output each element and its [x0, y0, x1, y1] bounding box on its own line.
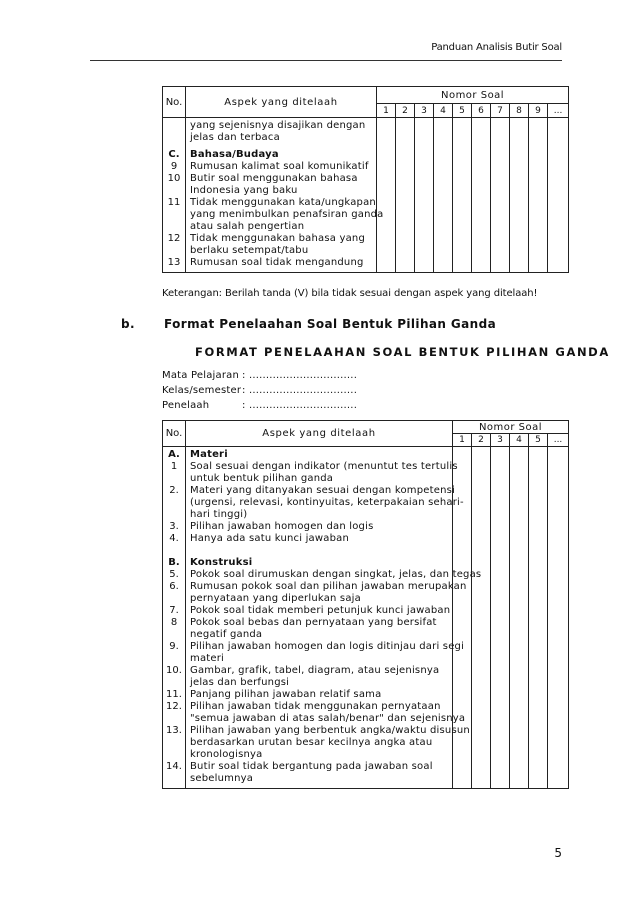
aspect-text-line: Rumusan soal tidak mengandung [190, 257, 364, 268]
aspect-text-line: jelas dan berfungsi [190, 677, 290, 688]
aspect-text-line: sebelumnya [190, 773, 254, 784]
question-number-cell: 7 [491, 104, 510, 118]
aspect-text-line: berlaku setempat/tabu [190, 245, 309, 256]
checkbox-column-cell[interactable] [377, 118, 396, 273]
item-number-spacer [163, 773, 185, 785]
aspect-text-line: yang sejenisnya disajikan dengan [190, 120, 366, 131]
aspect-category-heading: Bahasa/Budaya [190, 149, 279, 160]
item-number-spacer [163, 629, 185, 641]
review-table-continued [162, 86, 569, 273]
aspect-text-line: Butir soal tidak bergantung pada jawaban soal [190, 761, 433, 772]
item-number-spacer [163, 185, 185, 197]
item-number: 13. [166, 725, 182, 736]
item-number-spacer [163, 245, 185, 257]
checkbox-column-cell[interactable] [434, 118, 453, 273]
checkbox-column-cell[interactable] [472, 118, 491, 273]
item-number-spacer [163, 132, 185, 144]
item-number-spacer [163, 653, 185, 665]
item-number: 9 [170, 161, 178, 172]
aspect-text-line: hari tinggi) [190, 509, 248, 520]
aspect-text-line: "semua jawaban di atas salah/benar" dan sejenisnya [190, 713, 466, 724]
identity-value: : ................................ [242, 400, 358, 411]
col-header-nomor-soal: Nomor Soal [377, 87, 569, 104]
item-number: 9. [169, 641, 179, 652]
aspect-text-line: materi [190, 653, 225, 664]
item-number: 12 [167, 233, 181, 244]
item-number: 3. [169, 521, 179, 532]
running-header: Panduan Analisis Butir Soal [431, 42, 562, 53]
item-number-spacer [163, 497, 185, 509]
review-table-multiple-choice [162, 420, 569, 789]
item-number-spacer [163, 509, 185, 521]
identity-value: : ................................ [242, 370, 358, 381]
item-number: 12. [166, 701, 182, 712]
item-number: 7. [169, 605, 179, 616]
question-number-cell: 3 [491, 434, 510, 447]
item-number-spacer [163, 713, 185, 725]
aspect-text-line: (urgensi, relevasi, kontinyuitas, keterpakaian sehari- [190, 497, 464, 508]
item-number: 2. [169, 485, 179, 496]
identity-key: Penelaah [162, 400, 210, 411]
identity-line-class [162, 385, 357, 396]
checkbox-column-cell[interactable] [491, 118, 510, 273]
question-number-cell: 2 [396, 104, 415, 118]
item-number: A. [168, 449, 180, 460]
question-number-cell: 1 [377, 104, 396, 118]
item-number-spacer [163, 737, 185, 749]
aspect-text-line: Butir soal menggunakan bahasa [190, 173, 358, 184]
checkbox-column-cell[interactable] [510, 118, 529, 273]
aspect-category-heading: Konstruksi [190, 557, 253, 568]
aspect-text-line: Indonesia yang baku [190, 185, 298, 196]
aspect-text-line: Hanya ada satu kunci jawaban [190, 533, 350, 544]
checkbox-column-cell[interactable] [510, 447, 529, 789]
item-number-spacer [163, 120, 185, 132]
identity-line-reviewer [162, 400, 357, 411]
item-number-spacer [163, 749, 185, 761]
checkbox-column-cell[interactable] [396, 118, 415, 273]
item-number-spacer [163, 677, 185, 689]
section-b-heading [121, 317, 496, 331]
item-number: 6. [169, 581, 179, 592]
checkbox-column-cell[interactable] [548, 118, 569, 273]
question-number-cell: 4 [510, 434, 529, 447]
aspect-text-line: negatif ganda [190, 629, 263, 640]
checkbox-column-cell[interactable] [529, 118, 548, 273]
aspect-text-line: Rumusan kalimat soal komunikatif [190, 161, 369, 172]
item-number: 11 [167, 197, 181, 208]
aspect-text-line: pernyataan yang diperlukan saja [190, 593, 361, 604]
aspect-column [186, 118, 384, 273]
aspect-text-line: Rumusan pokok soal dan pilihan jawaban merupakan [190, 581, 467, 592]
question-number-cell: 8 [510, 104, 529, 118]
aspect-text-line: berdasarkan urutan besar kecilnya angka atau [190, 737, 433, 748]
aspect-category-heading: Materi [190, 449, 228, 460]
item-number: 10. [166, 665, 182, 676]
checkbox-column-cell[interactable] [529, 447, 548, 789]
page-number: 5 [554, 846, 562, 860]
section-b-label: b. [121, 317, 135, 331]
question-number-cell: ... [548, 434, 569, 447]
item-number: C. [168, 149, 180, 160]
item-number: 1 [170, 461, 178, 472]
aspect-text-line: Pokok soal dirumuskan dengan singkat, jelas, dan tegas [190, 569, 482, 580]
item-number-spacer [163, 209, 185, 221]
aspect-text-line: Materi yang ditanyakan sesuai dengan kompetensi [190, 485, 456, 496]
question-number-cell: 3 [415, 104, 434, 118]
aspect-text-line: Pilihan jawaban homogen dan logis ditinjau dari segi [190, 641, 465, 652]
item-number: B. [168, 557, 180, 568]
checkbox-column-cell[interactable] [472, 447, 491, 789]
aspect-column [186, 447, 482, 789]
question-number-cell: 4 [434, 104, 453, 118]
col-header-aspek: Aspek yang ditelaah [186, 87, 377, 118]
col-header-no: No. [163, 421, 186, 447]
item-number-spacer [163, 545, 185, 557]
question-number-cell: 2 [472, 434, 491, 447]
row-numbers-column [163, 447, 186, 789]
aspect-text-line: atau salah pengertian [190, 221, 305, 232]
question-number-cell: 5 [529, 434, 548, 447]
aspect-text-line: Gambar, grafik, tabel, diagram, atau sejenisnya [190, 665, 440, 676]
checkbox-column-cell[interactable] [453, 118, 472, 273]
question-number-cell: 1 [453, 434, 472, 447]
aspect-text-line: Pilihan jawaban yang berbentuk angka/waktu disusun [190, 725, 470, 736]
col-header-aspek: Aspek yang ditelaah [186, 421, 453, 447]
form-title: FORMAT PENELAAHAN SOAL BENTUK PILIHAN GANDA [195, 345, 610, 359]
item-number-spacer [163, 221, 185, 233]
item-number: 14. [166, 761, 182, 772]
item-number: 10 [167, 173, 181, 184]
identity-value: : ................................ [242, 385, 358, 396]
aspect-text-line [190, 545, 449, 557]
aspect-text-line: Pilihan jawaban tidak menggunakan pernyataan [190, 701, 441, 712]
aspect-text-line: Pilihan jawaban homogen dan logis [190, 521, 374, 532]
col-header-no: No. [163, 87, 186, 118]
checkbox-column-cell[interactable] [415, 118, 434, 273]
question-number-cell: 9 [529, 104, 548, 118]
item-number: 8 [170, 617, 178, 628]
item-number: 4. [169, 533, 179, 544]
checkbox-column-cell[interactable] [548, 447, 569, 789]
instruction-note: Keterangan: Berilah tanda (V) bila tidak sesuai dengan aspek yang ditelaah! [162, 288, 538, 299]
aspect-text-line: untuk bentuk pilihan ganda [190, 473, 334, 484]
aspect-text-line: Pokok soal bebas dan pernyataan yang bersifat [190, 617, 437, 628]
identity-key: Kelas/semester [162, 385, 242, 396]
aspect-text-line: Tidak menggunakan bahasa yang [190, 233, 366, 244]
header-rule [90, 60, 562, 61]
section-b-title: Format Penelaahan Soal Bentuk Pilihan Ganda [164, 317, 497, 331]
identity-key: Mata Pelajaran [162, 370, 239, 381]
item-number: 11. [166, 689, 182, 700]
item-number-spacer [163, 473, 185, 485]
aspect-text-line: kronologisnya [190, 749, 263, 760]
item-number: 5. [169, 569, 179, 580]
aspect-text-line: Panjang pilihan jawaban relatif sama [190, 689, 382, 700]
question-number-cell: 6 [472, 104, 491, 118]
question-number-cell: ... [548, 104, 569, 118]
item-number-spacer [163, 593, 185, 605]
checkbox-column-cell[interactable] [491, 447, 510, 789]
aspect-text-line: jelas dan terbaca [190, 132, 280, 143]
identity-line-subject [162, 370, 357, 381]
col-header-nomor-soal: Nomor Soal [453, 421, 569, 434]
question-number-cell: 5 [453, 104, 472, 118]
item-number: 13 [167, 257, 181, 268]
aspect-text-line: Pokok soal tidak memberi petunjuk kunci jawaban [190, 605, 451, 616]
aspect-text-line: yang menimbulkan penafsiran ganda [190, 209, 384, 220]
aspect-text-line: Tidak menggunakan kata/ungkapan [190, 197, 376, 208]
row-numbers-column [163, 118, 186, 273]
aspect-text-line: Soal sesuai dengan indikator (menuntut tes tertulis [190, 461, 458, 472]
